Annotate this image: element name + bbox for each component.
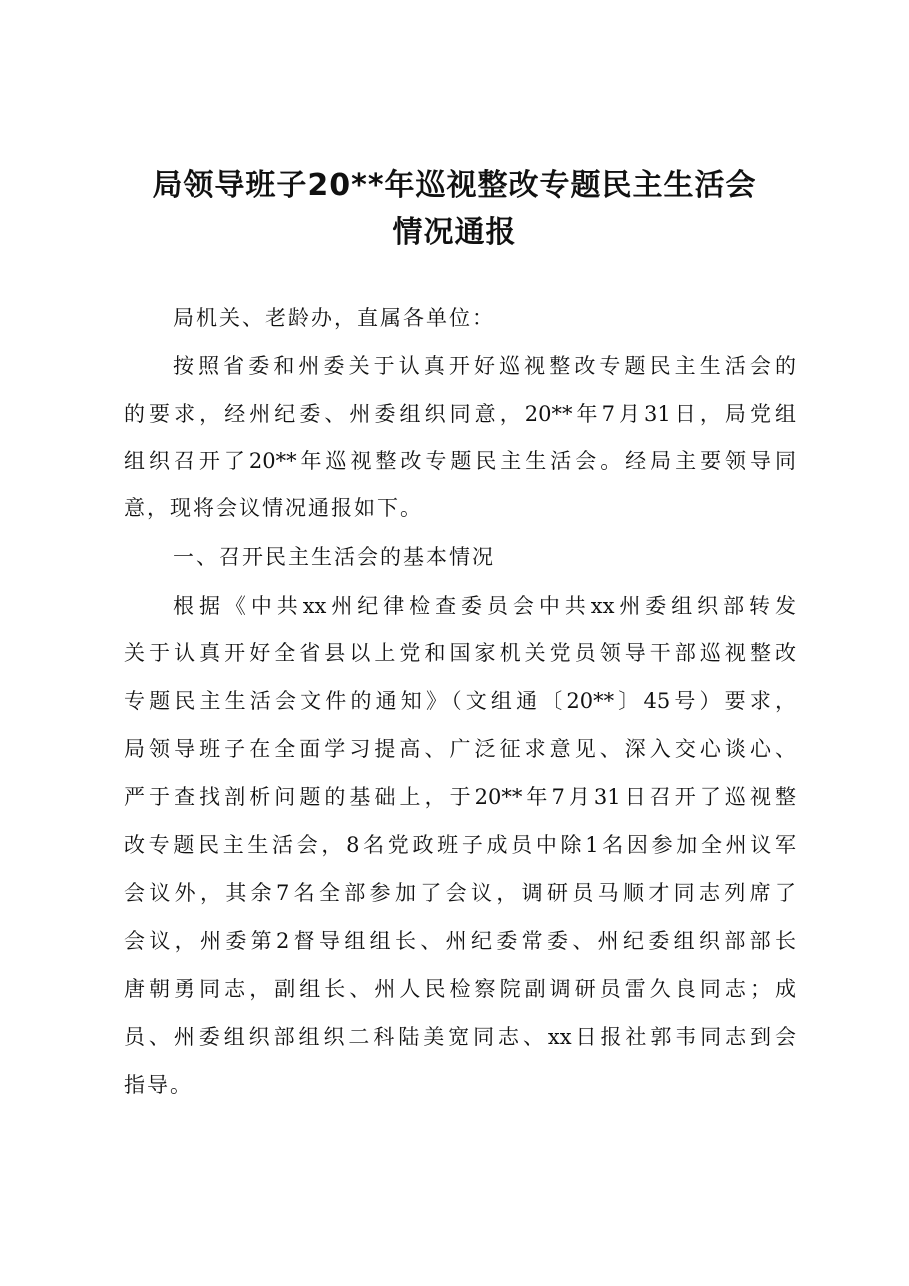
paragraph-2-line-3: 专题民主生活会文件的通知》（文组通〔20**〕45号）要求， [124, 689, 796, 713]
document-title-line-2: 情况通报 [392, 215, 517, 250]
paragraph-1-line-3: 组织召开了20**年巡视整改专题民主生活会。经局主要领导同 [124, 449, 796, 473]
paragraph-2-line-7: 会议外，其余7名全部参加了会议，调研员马顺才同志列席了 [124, 881, 796, 905]
paragraph-1-line-1: 按照省委和州委关于认真开好巡视整改专题民主生活会的 [173, 354, 796, 378]
document-title-line-1: 局领导班子20**年巡视整改专题民主生活会 [152, 168, 757, 203]
paragraph-2-line-8: 会议，州委第2督导组组长、州纪委常委、州纪委组织部部长 [124, 929, 796, 953]
paragraph-2-line-6: 改专题民主生活会，8名党政班子成员中除1名因参加全州议军 [124, 833, 796, 857]
paragraph-1-line-2: 的要求，经州纪委、州委组织同意，20**年7月31日，局党组 [124, 402, 796, 426]
section-heading-1: 一、召开民主生活会的基本情况 [173, 545, 495, 569]
paragraph-2-line-11: 指导。 [124, 1073, 193, 1097]
paragraph-2-line-10: 员、州委组织部组织二科陆美宽同志、xx日报社郭韦同志到会 [124, 1025, 796, 1049]
paragraph-2-line-4: 局领导班子在全面学习提高、广泛征求意见、深入交心谈心、 [124, 737, 796, 761]
paragraph-2-line-9: 唐朝勇同志，副组长、州人民检察院副调研员雷久良同志；成 [124, 977, 796, 1001]
paragraph-1-line-4: 意，现将会议情况通报如下。 [124, 496, 423, 520]
paragraph-2-line-1: 根据《中共xx州纪律检查委员会中共xx州委组织部转发 [173, 594, 796, 618]
salutation: 局机关、老龄办，直属各单位： [173, 306, 495, 330]
paragraph-2-line-5: 严于查找剖析问题的基础上，于20**年7月31日召开了巡视整 [124, 785, 796, 809]
paragraph-2-line-2: 关于认真开好全省县以上党和国家机关党员领导干部巡视整改 [124, 641, 796, 665]
